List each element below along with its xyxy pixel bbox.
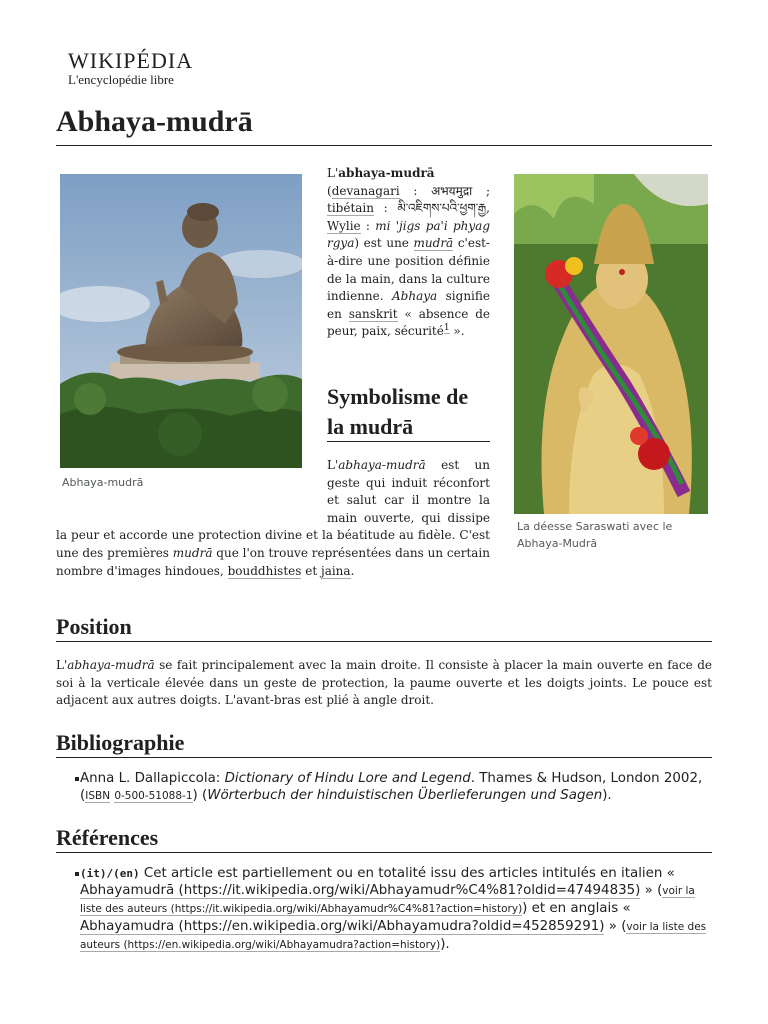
section-divider bbox=[56, 757, 712, 758]
jaina-link[interactable]: jaina bbox=[320, 563, 351, 578]
section-divider bbox=[56, 641, 712, 642]
mudra-link[interactable]: mudrā bbox=[413, 236, 454, 251]
english-article-link[interactable]: Abhayamudra (https://en.wikipedia.org/wiki/Abhayamudra?oldid=452859291) bbox=[80, 919, 605, 934]
isbn-label-link[interactable]: ISBN bbox=[85, 790, 111, 802]
figure-saraswati bbox=[514, 174, 708, 552]
bibliography-item: Anna L. Dallapiccola: Dictionary of Hindu Lore and Legend. Thames & Hudson, London 2002, (ISBN 0-500-51088-1) (Wörterbuch der hinduistischen Überlieferungen und Sagen). bbox=[80, 770, 712, 805]
tibetan-link[interactable]: tibétain bbox=[327, 201, 374, 216]
position-paragraph: L'abhaya-mudrā se fait principalement avec la main droite. Il consiste à placer la main ouverte en face de soi à la verticale élevée dans un geste de protection, la paume ouverte et les doigts joints. Le pouce est adjacent aux autres doigts. L'avant-bras est plié à angle droit. bbox=[56, 658, 712, 708]
title-divider bbox=[56, 145, 712, 146]
wylie-link[interactable]: Wylie bbox=[327, 218, 361, 233]
reference-item: (it)/(en) Cet article est partiellement ou en totalité issu des articles intitulés en italien « Abhayamudrā (https://it.wikipedia.org/wiki/Abhayamudr%C4%81?oldid=47494835) » (voir la liste des auteurs (https://it.wikipedia.org/wiki/Abhayamudr%C4%81?action=history)) et en anglais « Abhayamudra (https://en.wikipedia.org/wiki/Abhayamudra?oldid=452859291) » (voir la liste des auteurs (https://en.wikipedia.org/wiki/Abhayamudra?action=history)). bbox=[80, 865, 712, 954]
bouddhistes-link[interactable]: bouddhistes bbox=[227, 563, 302, 578]
sanskrit-link[interactable]: sanskrit bbox=[348, 306, 398, 321]
page-title: Abhaya-mudrā bbox=[56, 105, 253, 138]
isbn-link[interactable]: 0-500-51088-1 bbox=[114, 790, 193, 802]
wikipedia-logo[interactable] bbox=[68, 50, 193, 87]
section-heading-symbolism: Symbolisme de la mudrā bbox=[327, 384, 469, 439]
figure-buddha bbox=[60, 174, 302, 491]
saraswati-image[interactable] bbox=[514, 174, 708, 514]
language-codes: (it)/(en) bbox=[80, 867, 140, 880]
buddha-statue-image[interactable] bbox=[60, 174, 302, 468]
logo-wordmark: WIKIPÉDIA bbox=[68, 48, 194, 73]
figure-caption: Abhaya-mudrā bbox=[62, 476, 144, 489]
reference-link[interactable]: 1 bbox=[443, 323, 450, 334]
section-divider bbox=[327, 441, 490, 442]
section-heading-position: Position bbox=[56, 614, 132, 639]
lead-term: abhaya-mudrā bbox=[338, 166, 435, 180]
section-heading-bibliography: Bibliographie bbox=[56, 730, 185, 755]
italian-article-link[interactable]: Abhayamudrā (https://it.wikipedia.org/wiki/Abhayamudr%C4%81?oldid=47494835) bbox=[80, 883, 641, 898]
devanagari-link[interactable]: devanagari bbox=[331, 183, 400, 198]
section-heading-references: Références bbox=[56, 825, 159, 850]
italian-authors-link[interactable]: voir la liste des auteurs (https://it.wikipedia.org/wiki/Abhayamudr%C4%81?action=history) bbox=[80, 885, 695, 915]
logo-tagline: L'encyclopédie libre bbox=[68, 72, 174, 87]
figure-caption: La déesse Saraswati avec le Abhaya-Mudrā bbox=[517, 520, 673, 550]
english-authors-link[interactable]: voir la liste des auteurs (https://en.wikipedia.org/wiki/Abhayamudra?action=history) bbox=[80, 921, 707, 951]
symbolism-paragraph-top: L'abhaya-mudrā bbox=[327, 458, 426, 472]
section-divider bbox=[56, 852, 712, 853]
lead-paragraph: L'abhaya-mudrā (devanagari : अभयमुद्रा ; tibétain : མི་འཇིགས་པའི་ཕྱག་རྒྱ, Wylie : mi 'jigs pa'i phyag rgya) est une mudrā c'est-à-dire une position définie de la main, dans la culture indienne. Abhaya signifie en sanskrit « absence de peur, paix, sécurité$^1$ ». bbox=[327, 166, 491, 339]
symbolism-paragraph: est un geste qui induit réconfort et salut car il montre la main ouverte, qui dissipe la peur et accorde une protection divine et la béatitude au fidèle. C'est une des premières mudrā que l'on trouve représentées dans un certain nombre d'images hindoues, bouddhistes et jaina. bbox=[56, 458, 490, 578]
